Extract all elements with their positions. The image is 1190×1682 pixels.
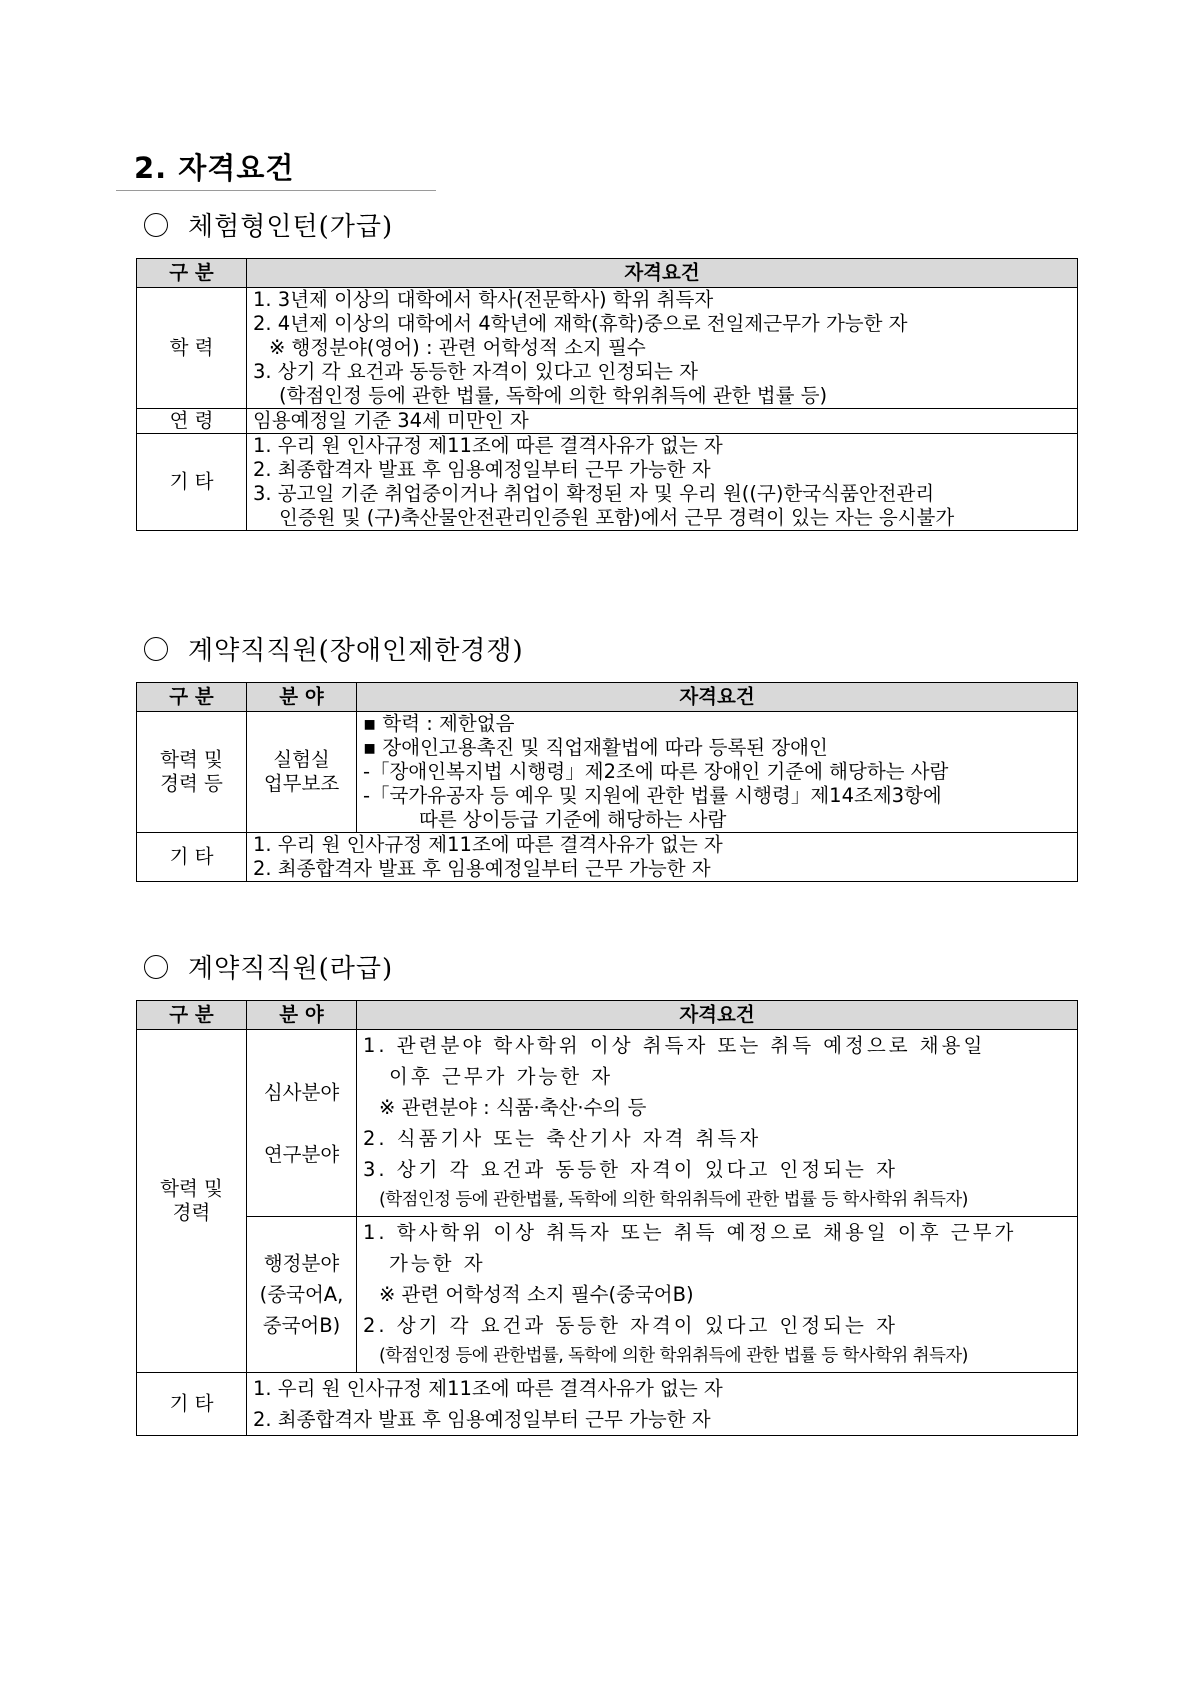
field-line: 실험실 xyxy=(273,748,330,771)
header-requirements: 자격요건 xyxy=(357,683,1078,712)
row-content xyxy=(357,1217,1078,1373)
field-line: 업무보조 xyxy=(263,772,340,795)
requirement-line: 1. 우리 원 인사규정 제11조에 따른 결격사유가 없는 자 xyxy=(253,434,723,457)
field-line: 행정분야 xyxy=(263,1252,340,1275)
table-row xyxy=(137,712,1078,833)
circle-bullet-icon xyxy=(144,955,168,979)
header-requirements: 자격요건 xyxy=(357,1001,1078,1030)
requirement-line-continued: 인증원 및 (구)축산물안전관리인증원 포함)에서 근무 경력이 있는 자는 응시불가 xyxy=(279,506,955,529)
row-content xyxy=(247,833,1078,882)
requirement-line: 1. 우리 원 인사규정 제11조에 따른 결격사유가 없는 자 xyxy=(253,833,723,856)
intern-requirements-table xyxy=(136,258,1078,531)
row-field-review-research xyxy=(247,1030,357,1217)
section-title: 2. 자격요건 xyxy=(134,151,295,185)
heading-disabled xyxy=(144,630,524,667)
table-header-row xyxy=(137,1001,1078,1030)
requirement-line: 2. 최종합격자 발표 후 임용예정일부터 근무 가능한 자 xyxy=(253,857,711,880)
field-line: 연구분야 xyxy=(263,1142,340,1166)
header-category: 구 분 xyxy=(137,683,247,712)
row-field-lab xyxy=(247,712,357,833)
row-content xyxy=(247,434,1078,531)
header-requirements: 자격요건 xyxy=(247,259,1078,288)
heading-grade-ra xyxy=(144,948,393,985)
header-category: 구 분 xyxy=(137,1001,247,1030)
table-row xyxy=(137,434,1078,531)
title-underline xyxy=(116,190,436,191)
requirement-sub-line: -「국가유공자 등 예우 및 지원에 관한 법률 시행령」제14조제3항에 xyxy=(363,784,942,807)
row-category-other: 기 타 xyxy=(137,434,247,531)
requirement-line: 1. 3년제 이상의 대학에서 학사(전문학사) 학위 취득자 xyxy=(253,288,714,311)
table-row xyxy=(137,1373,1078,1436)
row-content xyxy=(247,409,1078,434)
category-line: 경력 xyxy=(172,1201,211,1224)
grade-ra-requirements-table xyxy=(136,1000,1078,1436)
header-category: 구 분 xyxy=(137,259,247,288)
row-content xyxy=(357,712,1078,833)
heading-grade-ra-text: 계약직직원(라급) xyxy=(188,954,394,984)
category-line: 학력 및 xyxy=(160,748,223,771)
heading-disabled-text: 계약직직원(장애인제한경쟁) xyxy=(188,636,524,666)
table-row xyxy=(137,288,1078,409)
requirement-sub-line: -「장애인복지법 시행령」제2조에 따른 장애인 기준에 해당하는 사람 xyxy=(363,760,949,783)
requirement-note: ※ 관련분야 : 식품·축산·수의 등 xyxy=(379,1096,647,1119)
requirement-bullet: ▪ 학력 : 제한없음 xyxy=(363,712,515,735)
circle-bullet-icon xyxy=(144,213,168,237)
circle-bullet-icon xyxy=(144,637,168,661)
requirement-line: 2. 상기 각 요건과 동등한 자격이 있다고 인정되는 자 xyxy=(363,1314,898,1337)
field-line: (중국어A, xyxy=(259,1283,344,1306)
requirement-line: 2. 식품기사 또는 축산기사 자격 취득자 xyxy=(363,1127,762,1150)
requirement-line: 3. 공고일 기준 취업중이거나 취업이 확정된 자 및 우리 원((구)한국식품안전관리 xyxy=(253,482,935,505)
requirement-line: 1. 우리 원 인사규정 제11조에 따른 결격사유가 없는 자 xyxy=(253,1377,723,1400)
field-line: 중국어B) xyxy=(262,1314,341,1337)
heading-intern xyxy=(144,206,393,243)
requirement-line: 임용예정일 기준 34세 미만인 자 xyxy=(253,409,529,432)
requirement-line: 2. 최종합격자 발표 후 임용예정일부터 근무 가능한 자 xyxy=(253,458,711,481)
requirement-note: (학점인정 등에 관한법률, 독학에 의한 학위취득에 관한 법률 등 학사학위 취득자) xyxy=(379,1346,968,1366)
requirement-note: ※ 행정분야(영어) : 관련 어학성적 소지 필수 xyxy=(269,336,646,359)
field-line: 심사분야 xyxy=(263,1080,340,1104)
heading-intern-text: 체험형인턴(가급) xyxy=(188,212,394,242)
requirement-line-continued: 이후 근무가 가능한 자 xyxy=(389,1065,614,1088)
requirement-line: 3. 상기 각 요건과 동등한 자격이 있다고 인정되는 자 xyxy=(253,360,698,383)
row-field-admin xyxy=(247,1217,357,1373)
requirement-line: 1. 학사학위 이상 취득자 또는 취득 예정으로 채용일 이후 근무가 xyxy=(363,1221,1017,1244)
header-field: 분 야 xyxy=(247,683,357,712)
requirement-line: 3. 상기 각 요건과 동등한 자격이 있다고 인정되는 자 xyxy=(363,1158,898,1181)
requirement-note: (학점인정 등에 관한법률, 독학에 의한 학위취득에 관한 법률 등 학사학위 취득자) xyxy=(379,1190,968,1210)
requirement-line: 2. 최종합격자 발표 후 임용예정일부터 근무 가능한 자 xyxy=(253,1408,711,1431)
requirement-bullet: ▪ 장애인고용촉진 및 직업재활법에 따라 등록된 장애인 xyxy=(363,736,828,759)
row-category-other: 기 타 xyxy=(137,1373,247,1436)
table-row xyxy=(137,1030,1078,1217)
requirement-note: (학점인정 등에 관한 법률, 독학에 의한 학위취득에 관한 법률 등) xyxy=(279,384,828,407)
requirement-line: 1. 관련분야 학사학위 이상 취득자 또는 취득 예정으로 채용일 xyxy=(363,1034,986,1057)
header-field: 분 야 xyxy=(247,1001,357,1030)
disabled-requirements-table xyxy=(136,682,1078,882)
requirement-line-continued: 따른 상이등급 기준에 해당하는 사람 xyxy=(419,808,727,831)
requirement-note: ※ 관련 어학성적 소지 필수(중국어B) xyxy=(379,1283,694,1306)
requirement-line: 2. 4년제 이상의 대학에서 4학년에 재학(휴학)중으로 전일제근무가 가능한 자 xyxy=(253,312,908,335)
row-category-education-career xyxy=(137,1030,247,1373)
row-category-education-career xyxy=(137,712,247,833)
table-header-row xyxy=(137,259,1078,288)
field-line xyxy=(253,1108,350,1139)
category-line: 경력 등 xyxy=(160,772,223,795)
row-category-age: 연 령 xyxy=(137,409,247,434)
row-category-education: 학 력 xyxy=(137,288,247,409)
requirement-line-continued: 가능한 자 xyxy=(389,1252,486,1275)
table-row xyxy=(137,833,1078,882)
row-category-other: 기 타 xyxy=(137,833,247,882)
row-content xyxy=(357,1030,1078,1217)
table-row xyxy=(137,409,1078,434)
row-content xyxy=(247,288,1078,409)
category-line: 학력 및 xyxy=(160,1177,223,1200)
table-row xyxy=(137,1217,1078,1373)
table-header-row xyxy=(137,683,1078,712)
row-content xyxy=(247,1373,1078,1436)
